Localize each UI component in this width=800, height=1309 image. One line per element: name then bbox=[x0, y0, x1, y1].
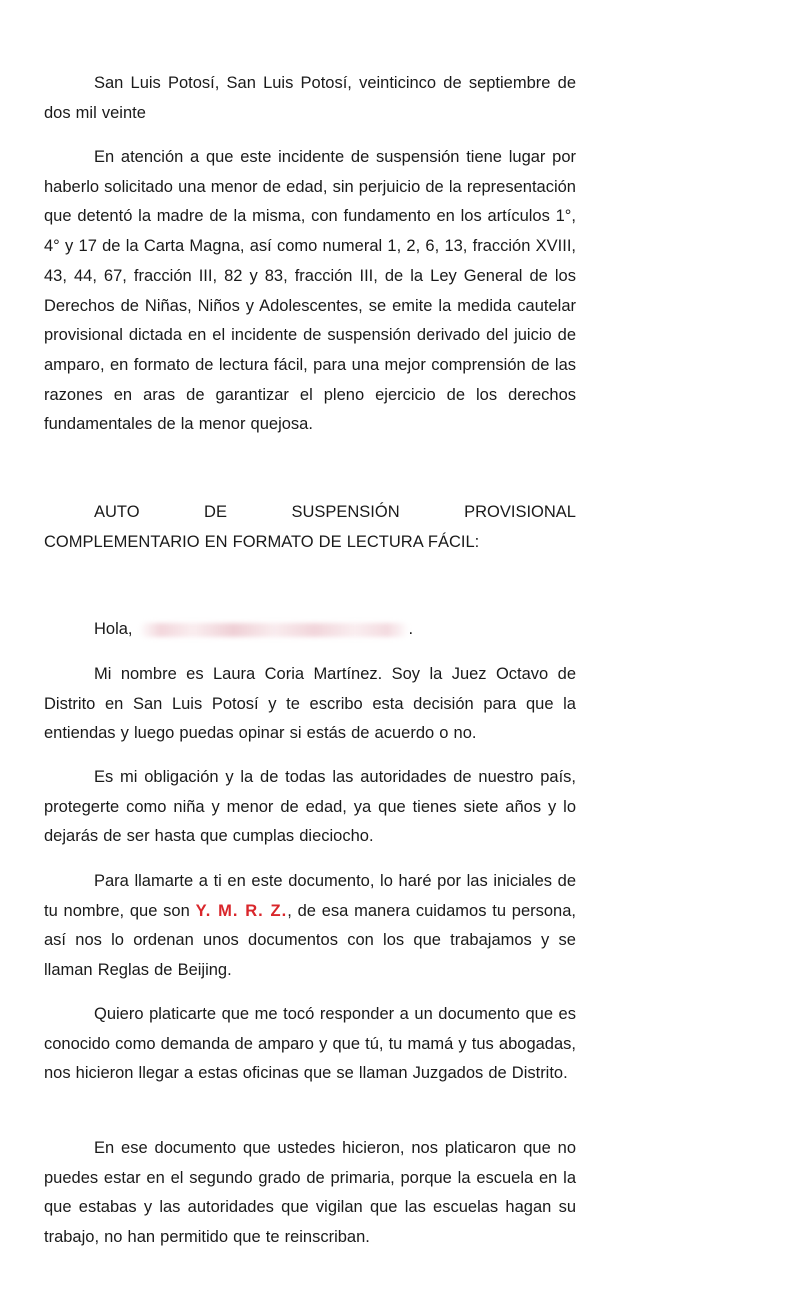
paragraph-obligation: Es mi obligación y la de todas las autoridades de nuestro país, protegerte como niña y menor de edad, ya que tienes siete años y lo dejarás de ser hasta que cumplas dieciocho. bbox=[44, 768, 576, 846]
greeting bbox=[44, 615, 576, 645]
heading-line-2: COMPLEMENTARIO EN FORMATO DE LECTURA FÁCIL: bbox=[44, 532, 480, 551]
redacted-name bbox=[139, 623, 409, 637]
date-line: San Luis Potosí, San Luis Potosí, veinticinco de septiembre de dos mil veinte bbox=[44, 74, 576, 122]
initials-highlight: Y. M. R. Z. bbox=[195, 901, 288, 920]
paragraph-judge-intro: Mi nombre es Laura Coria Martínez. Soy la Juez Octavo de Distrito en San Luis Potosí y te escribo esta decisión para que la entiendas y luego puedas opinar si estás de acuerdo o no. bbox=[44, 665, 576, 743]
section-heading bbox=[44, 498, 576, 557]
greeting-end: . bbox=[408, 620, 414, 638]
greeting-text: Hola, bbox=[94, 620, 133, 638]
paragraph-initials bbox=[44, 867, 576, 986]
initials-trail-text: , de esa manera cuidamos tu persona, así nos lo ordenan unos documentos con los que trabajamos y se llaman Reglas de Beijing. bbox=[44, 901, 576, 980]
initials-lead-text: Para llamarte a ti en este documento, lo haré por las iniciales de tu nombre, que son bbox=[44, 872, 576, 920]
paragraph-escuela: En ese documento que ustedes hicieron, nos platicaron que no puedes estar en el segundo grado de primaria, porque la escuela en la que estabas y las autoridades que vigilan que las escuelas hagan su trabajo, no han permitido que te reinscriban. bbox=[44, 1139, 576, 1247]
heading-line-1: AUTO DE SUSPENSIÓN PROVISIONAL bbox=[94, 503, 576, 521]
paragraph-demanda: Quiero platicarte que me tocó responder a un documento que es conocido como demanda de amparo y que tú, tu mamá y tus abogadas, nos hicieron llegar a estas oficinas que se llaman Juzgados de Distrito. bbox=[44, 1005, 576, 1083]
intro-paragraph: En atención a que este incidente de suspensión tiene lugar por haberlo solicitado una menor de edad, sin perjuicio de la representación que detentó la madre de la misma, con fundamento en los artículos 1°, 4° y 17 de la Carta Magna, así como numeral 1, 2, 6, 13, fracción XVIII, 43, 44, 67, fracción III, 82 y 83, fracción III, de la Ley General de los Derechos de Niñas, Niños y Adolescentes, se emite la medida cautelar provisional dictada en el incidente de suspensión derivado del juicio de amparo, en formato de lectura fácil, para una mejor comprensión de las razones en aras de garantizar el pleno ejercicio de los derechos fundamentales de la menor quejosa. bbox=[44, 148, 576, 434]
